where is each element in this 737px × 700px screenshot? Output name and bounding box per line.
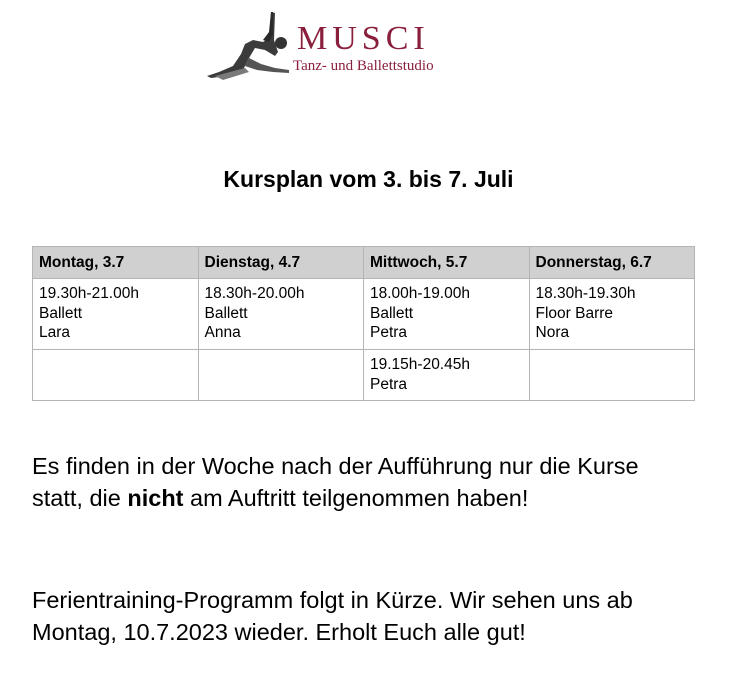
- logo-subtitle: Tanz- und Ballettstudio: [293, 58, 434, 74]
- course-time: 19.15h-20.45h: [370, 356, 470, 373]
- course-name: Ballett: [39, 304, 83, 322]
- course-time: 18.30h-20.00h: [204, 285, 305, 302]
- course-time: 18.00h-19.00h: [370, 285, 470, 302]
- column-header: Dienstag, 4.7: [198, 247, 364, 279]
- table-cell: [198, 279, 364, 350]
- table-row: [33, 350, 695, 401]
- dancer-silhouette-icon: [205, 10, 297, 82]
- course-time: 18.30h-19.30h: [535, 285, 636, 302]
- column-header: Donnerstag, 6.7: [529, 247, 695, 279]
- column-header: Mittwoch, 5.7: [364, 247, 530, 279]
- table-cell: [364, 350, 530, 401]
- table-cell-empty: [33, 350, 199, 401]
- studio-logo: [205, 10, 455, 82]
- notice-paragraph: [32, 450, 692, 514]
- notice-emphasis: nicht: [127, 485, 184, 511]
- course-teacher: Nora: [535, 324, 570, 341]
- column-header: Montag, 3.7: [33, 247, 199, 279]
- notice-text: Es finden in der Woche nach der Aufführung nur die Kurse statt, die: [32, 453, 639, 511]
- table-cell-empty: [198, 350, 364, 401]
- course-schedule-table: [32, 246, 695, 401]
- table-row: [33, 279, 695, 350]
- followup-paragraph: Ferientraining-Programm folgt in Kürze. Wir sehen uns ab Montag, 10.7.2023 wieder. Erholt Euch alle gut!: [32, 587, 633, 645]
- course-name: Ballett: [204, 304, 248, 322]
- table-cell: [364, 279, 530, 350]
- course-teacher: Petra: [370, 324, 408, 341]
- course-teacher: Lara: [39, 324, 71, 341]
- logo-wordmark: MUSCI: [297, 20, 430, 57]
- notice-text-end: am Auftritt teilgenommen haben!: [183, 485, 529, 511]
- course-teacher: Anna: [204, 324, 241, 341]
- course-name: Ballett: [370, 304, 414, 322]
- table-header-row: [33, 247, 695, 279]
- table-cell: [529, 279, 695, 350]
- table-cell: [33, 279, 199, 350]
- table-cell-empty: [529, 350, 695, 401]
- page-title: Kursplan vom 3. bis 7. Juli: [223, 166, 514, 192]
- course-teacher: Petra: [370, 375, 408, 393]
- course-name: Floor Barre: [535, 304, 614, 322]
- course-time: 19.30h-21.00h: [39, 285, 139, 302]
